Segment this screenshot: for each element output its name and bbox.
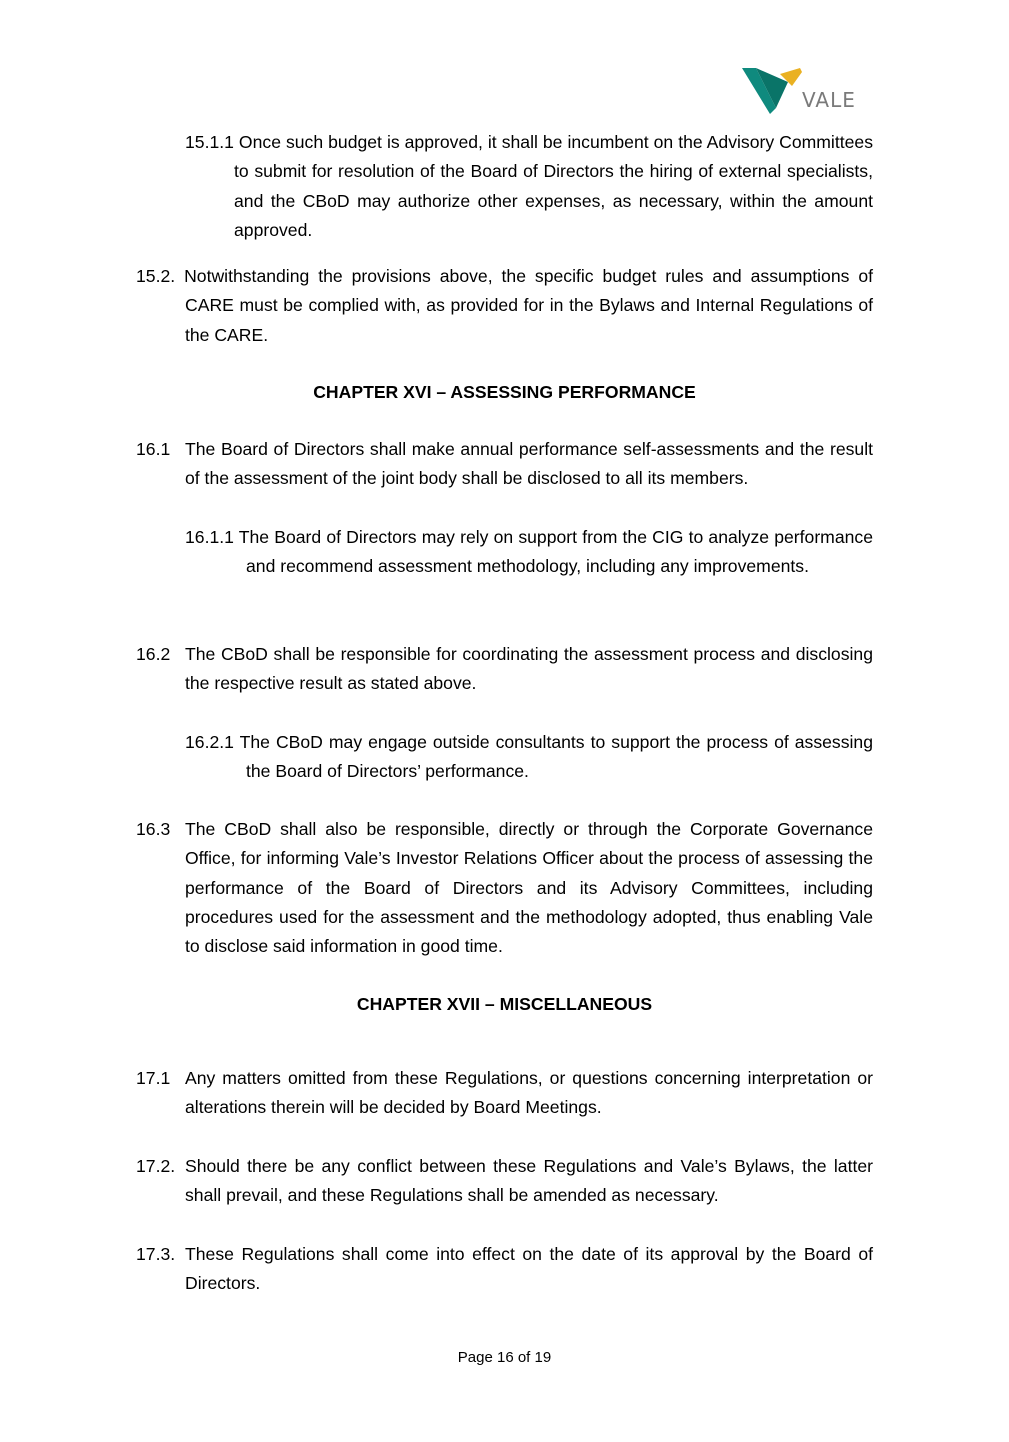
paragraph-text: The CBoD may engage outside consultants to support the process of assessing the Board of Directors’ performance.: [239, 732, 873, 782]
paragraph-15-2: [136, 262, 874, 350]
paragraph-number: 17.3.: [136, 1244, 176, 1264]
paragraph-16-1: [136, 435, 873, 494]
paragraph-number: 15.2.: [136, 266, 176, 286]
paragraph-number: 16.2.1: [185, 732, 234, 752]
paragraph-16-2: [136, 640, 873, 699]
paragraph-16-1-1: [185, 523, 873, 582]
chapter-17-heading: CHAPTER XVII – MISCELLANEOUS: [356, 994, 653, 1014]
paragraph-number: 16.2: [136, 644, 171, 664]
chapter-16-heading: CHAPTER XVI – ASSESSING PERFORMANCE: [313, 382, 696, 402]
paragraph-text: Notwithstanding the provisions above, the specific budget rules and assumptions of CARE must be complied with, as provided for in the Bylaws and Internal Regulations of the CARE.: [184, 266, 874, 345]
paragraph-number: 17.1: [136, 1068, 171, 1088]
paragraph-text: These Regulations shall come into effect on the date of its approval by the Board of Directors.: [185, 1244, 873, 1294]
paragraph-number: 16.1: [136, 439, 171, 459]
paragraph-17-2: [136, 1152, 873, 1211]
paragraph-15-1-1: [185, 128, 873, 245]
page-number: Page 16 of 19: [457, 1349, 552, 1366]
paragraph-text: The CBoD shall also be responsible, directly or through the Corporate Governance Office, for informing Vale’s Investor Relations Officer about the process of assessing the performance of the Board of Directors and its Advisory Committees, including procedures used for the assessment and the methodology adopted, thus enabling Vale to disclose said information in good time.: [185, 819, 873, 957]
paragraph-text: The CBoD shall be responsible for coordinating the assessment process and disclosing the respective result as stated above.: [185, 644, 873, 694]
paragraph-text: Should there be any conflict between these Regulations and Vale’s Bylaws, the latter shall prevail, and these Regulations shall be amended as necessary.: [185, 1156, 873, 1206]
paragraph-number: 17.2.: [136, 1156, 176, 1176]
paragraph-number: 16.1.1: [185, 527, 234, 547]
paragraph-text: Any matters omitted from these Regulations, or questions concerning interpretation or alterations therein will be decided by Board Meetings.: [185, 1068, 873, 1118]
paragraph-16-3: [136, 815, 873, 961]
paragraph-text: Once such budget is approved, it shall be incumbent on the Advisory Committees to submit for resolution of the Board of Directors the hiring of external specialists, and the CBoD may authorize other expenses, as necessary, within the amount approved.: [234, 132, 873, 240]
paragraph-number: 15.1.1: [185, 132, 234, 152]
logo-text: VALE: [802, 88, 856, 112]
paragraph-17-3: [136, 1240, 873, 1299]
paragraph-text: The Board of Directors may rely on support from the CIG to analyze performance and recommend assessment methodology, including any improvements.: [238, 527, 873, 577]
paragraph-number: 16.3: [136, 819, 171, 839]
paragraph-text: The Board of Directors shall make annual performance self-assessments and the result of the assessment of the joint body shall be disclosed to all its members.: [185, 439, 873, 489]
paragraph-16-2-1: [185, 728, 873, 787]
paragraph-17-1: [136, 1064, 873, 1123]
